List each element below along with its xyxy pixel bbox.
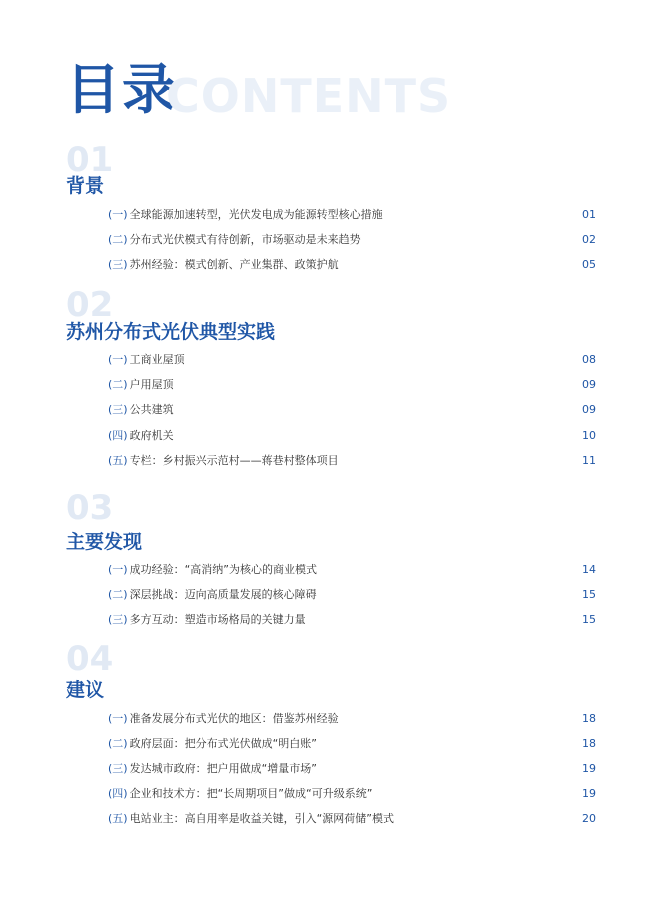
toc-entry-label: (一): [108, 712, 128, 725]
section-heading: 背景: [66, 175, 105, 197]
toc-entry-text: 成功经验：“高消纳”为核心的商业模式: [129, 563, 317, 576]
page-subtitle: CONTENTS: [166, 69, 452, 123]
toc-entry-text: 多方互动：塑造市场格局的关键力量: [129, 613, 306, 626]
toc-entry-text: 苏州经验：模式创新、产业集群、政策护航: [129, 258, 339, 271]
toc-entry-page: 09: [582, 402, 596, 416]
toc-entry-label: (三): [108, 403, 128, 416]
section-heading: 建议: [66, 679, 105, 701]
section-number: 04: [66, 639, 114, 679]
toc-entry-label: (二): [108, 233, 128, 246]
toc-entry[interactable]: [108, 586, 596, 602]
toc-entry-label: (二): [108, 378, 128, 391]
section-number: 02: [66, 285, 114, 325]
section-heading: 主要发现: [66, 531, 143, 553]
toc-entry[interactable]: [108, 452, 596, 468]
toc-entry-label: (三): [108, 762, 128, 775]
toc-entry-label: (一): [108, 563, 128, 576]
toc-entry-text: 电站业主：高自用率是收益关键，引入“源网荷储”模式: [129, 812, 394, 825]
toc-entry[interactable]: [108, 351, 596, 367]
toc-entry[interactable]: [108, 256, 596, 272]
toc-entry-page: 19: [582, 761, 596, 775]
toc-entry[interactable]: [108, 376, 596, 392]
toc-entry[interactable]: [108, 710, 596, 726]
toc-entry-page: 08: [582, 352, 596, 366]
toc-entry-page: 05: [582, 257, 596, 271]
toc-entry-text: 户用屋顶: [129, 378, 174, 391]
toc-entry-text: 发达城市政府：把户用做成“增量市场”: [129, 762, 317, 775]
toc-entry-label: (一): [108, 208, 128, 221]
toc-entry[interactable]: [108, 427, 596, 443]
toc-entry-page: 01: [582, 207, 596, 221]
toc-entry-page: 14: [582, 562, 596, 576]
toc-entry-text: 分布式光伏模式有待创新，市场驱动是未来趋势: [129, 233, 361, 246]
toc-entry-text: 公共建筑: [129, 403, 174, 416]
section-number: 03: [66, 488, 114, 528]
toc-entry[interactable]: [108, 760, 596, 776]
toc-entry-label: (一): [108, 353, 128, 366]
toc-entry-text: 企业和技术方：把“长周期项目”做成“可升级系统”: [129, 787, 373, 800]
toc-entry[interactable]: [108, 735, 596, 751]
toc-entry-text: 全球能源加速转型，光伏发电成为能源转型核心措施: [129, 208, 383, 221]
toc-entry-page: 10: [582, 428, 596, 442]
toc-entry-text: 政府机关: [129, 429, 174, 442]
toc-entry-page: 19: [582, 786, 596, 800]
toc-entry-page: 09: [582, 377, 596, 391]
toc-entry-text: 政府层面：把分布式光伏做成“明白账”: [129, 737, 317, 750]
toc-entry-page: 18: [582, 736, 596, 750]
toc-entry[interactable]: [108, 231, 596, 247]
toc-entry[interactable]: [108, 810, 596, 826]
toc-entry-text: 工商业屋顶: [129, 353, 185, 366]
toc-entry-text: 准备发展分布式光伏的地区：借鉴苏州经验: [129, 712, 339, 725]
section-number: 01: [66, 140, 114, 180]
toc-entry[interactable]: [108, 611, 596, 627]
toc-entry-page: 11: [582, 453, 596, 467]
toc-entry[interactable]: [108, 785, 596, 801]
toc-entry[interactable]: [108, 206, 596, 222]
toc-entry-text: 专栏：乡村振兴示范村——蒋巷村整体项目: [129, 454, 339, 467]
section-heading: 苏州分布式光伏典型实践: [66, 321, 276, 343]
toc-entry-label: (四): [108, 429, 128, 442]
toc-entry-label: (二): [108, 737, 128, 750]
toc-entry-label: (五): [108, 454, 128, 467]
toc-entry-label: (五): [108, 812, 128, 825]
toc-entry-label: (四): [108, 787, 128, 800]
toc-entry-page: 15: [582, 612, 596, 626]
page-title: 目录: [66, 58, 178, 121]
toc-entry-label: (二): [108, 588, 128, 601]
toc-entry-label: (三): [108, 613, 128, 626]
toc-entry-page: 02: [582, 232, 596, 246]
toc-entry-page: 18: [582, 711, 596, 725]
toc-entry-page: 20: [582, 811, 596, 825]
toc-entry[interactable]: [108, 401, 596, 417]
toc-entry[interactable]: [108, 561, 596, 577]
toc-entry-label: (三): [108, 258, 128, 271]
toc-entry-text: 深层挑战：迈向高质量发展的核心障碍: [129, 588, 317, 601]
toc-entry-page: 15: [582, 587, 596, 601]
